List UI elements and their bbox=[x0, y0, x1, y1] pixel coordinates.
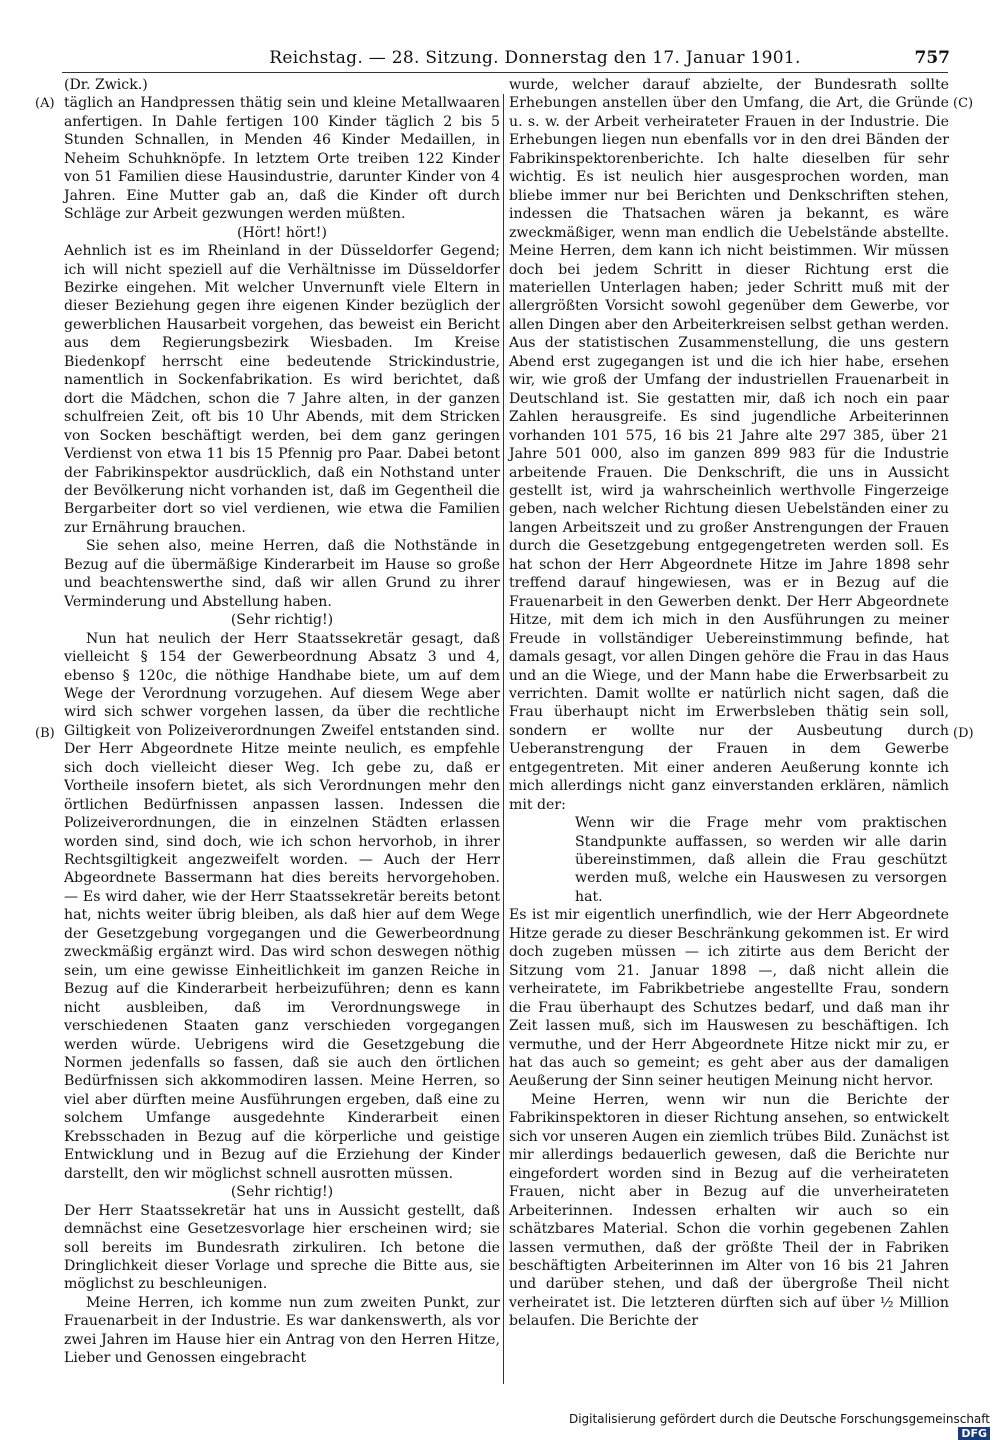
interjection: (Sehr richtig!) bbox=[230, 612, 334, 629]
margin-mark-b: (B) bbox=[35, 726, 55, 741]
paragraph: Der Herr Staatssekretär hat uns in Aussicht gestellt, daß demnächst eine Gesetzesvorlage hier erscheinen wird; sie soll bereits im Bundesrath zirkuliren. Ich betone die Dringlichkeit dieser Vorlage und spreche die Bitte aus, sie möglichst zu beschleunigen. bbox=[64, 1202, 500, 1293]
paragraph: Nun hat neulich der Herr Staatssekretär gesagt, daß vielleicht § 154 der Gewerbeordnung Absatz 3 und 4, ebenso § 120c, die nöthige Handhabe biete, um auf dem Wege der Verordnung vorzugehen. Auf diesem Wege aber wird sich schwer vorgehen lassen, da über die rechtliche Giltigkeit von Polizeiverordnungen Zweifel entstanden sind. Der Herr Abgeordnete Hitze meinte neulich, es empfehle sich doch vielleicht dieser Weg. Ich gebe zu, daß er Vortheile insofern bietet, als sich Verordnungen mehr den örtlichen Bedürfnissen anpassen lassen. Indessen die Polizeiverordnungen, die in einzelnen Städten erlassen worden sind, sind doch, wie ich schon hervorhob, in ihrer Rechtsgiltigkeit angezweifelt worden. — Auch der Herr Abgeordnete Bassermann hat dies bereits hervorgehoben. — Es wird daher, wie der Herr Staatssekretär bereits betont hat, nichts weiter übrig bleiben, als daß hier auf dem Wege der Gesetzgebung vorgegangen und die Gewerbeordnung zweckmäßig ergänzt wird. Das wird schon deswegen nöthig sein, um eine gewisse Einheitlichkeit im ganzen Reiche in Bezug auf die Kinderarbeit herbeizuführen; denn es kann nicht ausbleiben, daß im Verordnungswege in verschiedenen Staaten ganz verschieden vorgegangen werden würde. Uebrigens wird die Gesetzgebung die Normen jedenfalls so fassen, daß sie auch den örtlichen Bedürfnissen sich akkommodiren lassen. Meine Herren, so viel aber dürften meine Ausführungen ergeben, daß eine zu solchem Umfange ausgedehnte Kinderarbeit einen Krebsschaden in Bezug auf die körperliche und geistige Entwicklung und in Bezug auf die Erziehung der Kinder darstellt, den wir möglichst schnell ausrotten müssen. bbox=[64, 630, 500, 1182]
page-number: 757 bbox=[914, 48, 950, 68]
interjection: (Sehr richtig!) bbox=[230, 1184, 334, 1201]
paragraph: wurde, welcher darauf abzielte, der Bundesrath sollte Erhebungen anstellen über den Umfang, die Art, die Gründe u. s. w. der Arbeit verheirateter Frauen in der Industrie. Die Erhebungen liegen nun ebenfalls vor in den drei Bänden der Fabrikinspektorenberichte. Ich halte dieselben für sehr wichtig. Es ist neulich hier ausgesprochen worden, man bliebe immer nur bei Berichten und Denkschriften stehen, indessen die Thatsachen wären ja bekannt, es wäre zweckmäßiger, wenn man endlich die Uebelstände abstellte. Meine Herren, dem kann ich nicht beistimmen. Wir müssen doch bei jedem Schritt in dieser Richtung erst die materiellen Unterlagen haben; jeder Schritt muß mit der allergrößten Vorsicht sowohl gegenüber dem Gewerbe, vor allen Dingen aber den Arbeiterkreisen selbst gethan werden. Aus der statistischen Zusammenstellung, die uns gestern Abend erst zugegangen ist und die ich hier habe, ersehen wir, wie groß der Umfang der industriellen Frauenarbeit in Deutschland ist. Sie gestatten mir, daß ich noch ein paar Zahlen herausgreife. Es sind jugendliche Arbeiterinnen vorhanden 101 575, 16 bis 21 Jahre alte 297 385, über 21 Jahre 501 000, also im ganzen 899 983 für die Industrie arbeitende Frauen. Die Denkschrift, die uns in Aussicht gestellt ist, wird ja wahrscheinlich werthvolle Fingerzeige geben, nach welcher Richtung diesen Uebelständen einer zu langen Arbeitszeit und zu großer Anstrengungen der Frauen durch die Gesetzgebung entgegengetreten werden soll. Es hat schon der Herr Abgeordnete Hitze im Jahre 1898 sehr treffend darauf hingewiesen, was er in Bezug auf die Frauenarbeit in den Gewerben denkt. Der Herr Abgeordnete Hitze, mit dem ich mich in den Ausführungen zu meiner Freude in vollständiger Uebereinstimmung befinde, hat damals gesagt, vor allen Dingen gehöre die Frau in das Haus und an die Wiege, und der Mann habe die Erwerbsarbeit zu verrichten. Damit wollte er natürlich nicht sagen, daß die Frau überhaupt nicht im Erwerbsleben thätig sein soll, sondern er wollte nur der Ausbeutung durch Ueberanstrengung der Frauen in dem Gewerbe entgegentreten. Mit einer anderen Aeußerung konnte ich mich allerdings nicht ganz einverstanden erklären, nämlich mit der: bbox=[509, 77, 949, 813]
speaker-label: (Dr. Zwick.) bbox=[64, 77, 148, 93]
margin-mark-d: (D) bbox=[953, 726, 974, 741]
column-divider bbox=[503, 94, 504, 1384]
dfg-logo: DFG bbox=[958, 1427, 990, 1440]
paragraph: Meine Herren, ich komme nun zum zweiten Punkt, zur Frauenarbeit in der Industrie. Es war dankenswerth, als vor zwei Jahren im Hause hier ein Antrag von den Herren Hitze, Lieber und Genossen eingebracht bbox=[64, 1294, 500, 1367]
paragraph: Meine Herren, wenn wir nun die Berichte der Fabrikinspektoren in dieser Richtung ansehen, so entwickelt sich vor unseren Augen ein ziemlich trübes Bild. Zunächst ist mir allerdings bedauerlich gewesen, daß die Berichte nur eingefordert worden sind in Bezug auf die verheirateten Frauen, nicht aber in Bezug auf die unverheirateten Arbeiterinnen. Indessen erhalten wir auch so ein schätzbares Material. Schon die vorhin gegebenen Zahlen lassen vermuthen, daß der größte Theil der in Fabriken beschäftigten Arbeiterinnen im Alter von 16 bis 21 Jahren und darüber stehen, und daß der übergroße Theil nicht verheiratet ist. Die letzteren dürften sich auf über ½ Million belaufen. Die Berichte der bbox=[509, 1091, 949, 1330]
paragraph: Sie sehen also, meine Herren, daß die Nothstände in Bezug auf die übermäßige Kinderarbeit im Hause so große und beachtenswerthe sind, daß wir allen Grund zu ihrer Verminderung und Abstellung haben. bbox=[64, 538, 500, 610]
footer-text: Digitalisierung gefördert durch die Deutsche Forschungsgemeinschaft bbox=[568, 1412, 990, 1426]
paragraph: täglich an Handpressen thätig sein und kleine Metallwaaren anfertigen. In Dahle fertigen 100 Kinder täglich 2 bis 5 Stunden Schnallen, in Menden 46 Kinder Medaillen, in Neheim Schuhknöpfe. In letztem Orte treiben 122 Kinder von 51 Familien diese Hausindustrie, darunter Kinder von 4 Jahren. Eine Mutter gab an, daß die Kinder oft durch Schläge zur Arbeit gezwungen werden müßten. bbox=[64, 95, 500, 223]
margin-mark-a: (A) bbox=[35, 96, 55, 111]
digitization-footer bbox=[550, 1412, 990, 1440]
block-quote: Wenn wir die Frage mehr vom praktischen Standpunkte auffassen, so werden wir alle darin übereinstimmen, daß allein die Frau geschützt werden muß, welche ein Hauswesen zu versorgen hat. bbox=[575, 815, 947, 905]
margin-mark-c: (C) bbox=[953, 96, 974, 111]
left-column bbox=[64, 76, 500, 1368]
right-column bbox=[509, 76, 949, 1331]
page-header bbox=[60, 48, 950, 72]
header-rule bbox=[62, 72, 948, 73]
running-title: Reichstag. — 28. Sitzung. Donnerstag den 17. Januar 1901. bbox=[269, 48, 801, 68]
interjection: (Hört! hört!) bbox=[237, 224, 327, 241]
paragraph: Aehnlich ist es im Rheinland in der Düsseldorfer Gegend; ich will nicht speziell auf die Verhältnisse im Düsseldorfer Bezirke eingehen. Mit welcher Unvernunft viele Eltern in dieser Beziehung gegen ihre eigenen Kinder bezüglich der gewerblichen Hausarbeit vorgehen, das beweist ein Bericht aus dem Regierungsbezirk Wiesbaden. Im Kreise Biedenkopf herrscht eine bedeutende Strickindustrie, namentlich in Sockenfabrikation. Es wird berichtet, daß dort die Mädchen, schon die 7 Jahre alten, in der ganzen schulfreien Zeit, oft bis 10 Uhr Abends, mit dem Stricken von Socken beschäftigt werden, bei dem ganz geringen Verdienst von etwa 11 bis 15 Pfennig pro Paar. Dabei betont der Fabrikinspektor ausdrücklich, daß ein Nothstand unter der Bevölkerung nicht vorhanden ist, daß im Gegentheil die Bergarbeiter dort so viel verdienen, wie etwa die Familien zur Ernährung brauchen. bbox=[64, 243, 500, 536]
paragraph: Es ist mir eigentlich unerfindlich, wie der Herr Abgeordnete Hitze gerade zu dieser Beschränkung gekommen ist. Er wird doch zugeben müssen — ich zitirte aus dem Bericht der Sitzung vom 21. Januar 1898 —, daß nicht allein die verheiratete, im Fabrikbetriebe angestellte Frau, sondern die Frau überhaupt des Schutzes bedarf, und daß man ihr Zeit lassen muß, sich im Hauswesen zu beschäftigen. Ich vermuthe, und der Herr Abgeordnete Hitze nickt mir zu, er hat das auch so gemeint; es geht aber aus der damaligen Aeußerung der Sinn seiner heutigen Meinung nicht hervor. bbox=[509, 907, 949, 1090]
